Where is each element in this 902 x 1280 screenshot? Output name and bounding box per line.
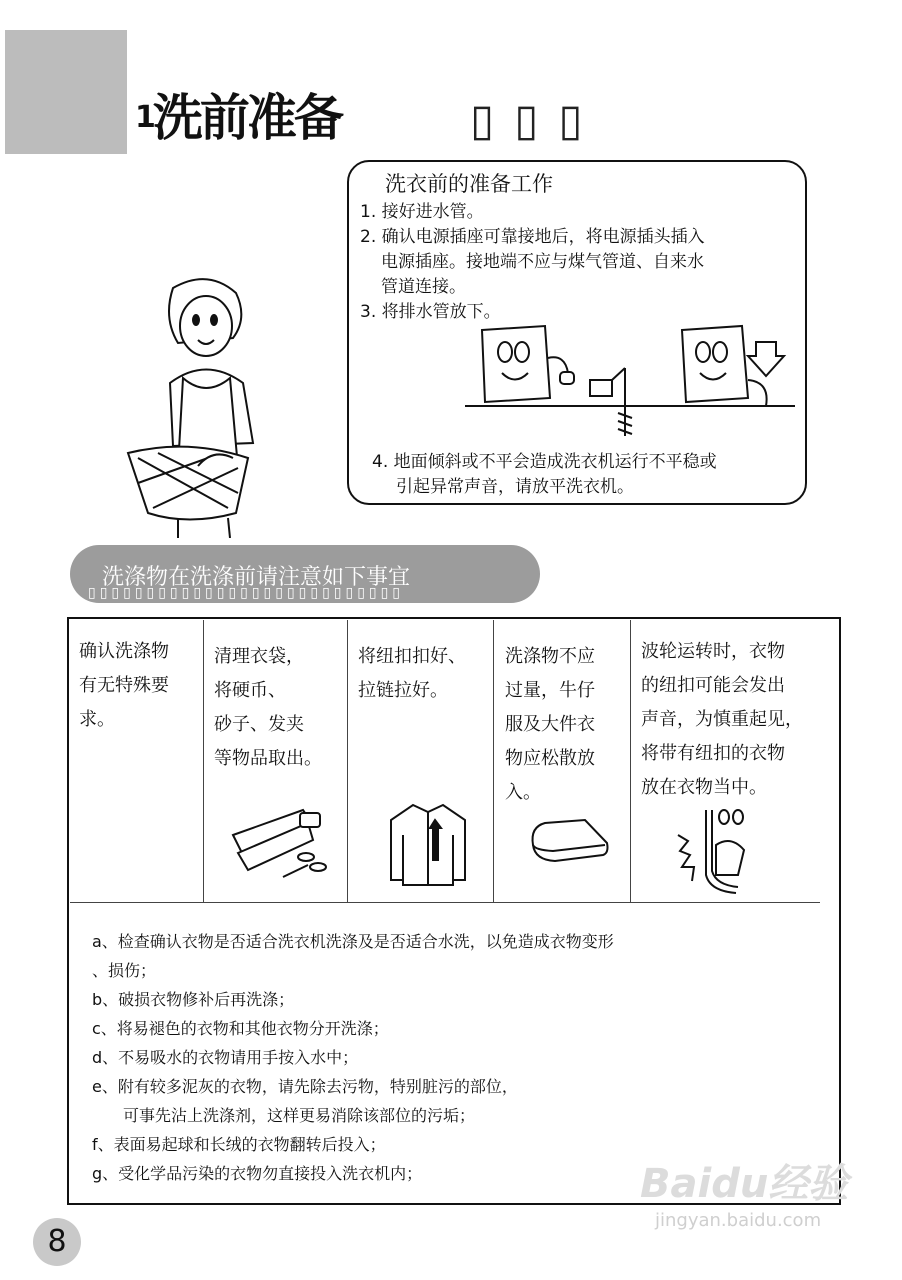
column-2-line: 砂子、发夹 (214, 714, 304, 735)
folded-clothes-icon (525, 815, 615, 870)
note-line: 、损伤； (92, 961, 157, 980)
corner-block (5, 30, 127, 154)
column-3-line: 将纽扣扣好、 (358, 646, 466, 667)
note-line: e、附有较多泥灰的衣物，请先除去污物，特别脏污的部位， (92, 1077, 518, 1096)
column-5-line: 将带有纽扣的衣物 (641, 743, 785, 764)
note-line: b、破损衣物修补后再洗涤； (92, 990, 295, 1009)
prep-step: 电源插座。接地端不应与煤气管道、自来水 (381, 252, 704, 272)
column-4-line: 物应松散放 (505, 748, 595, 769)
column-divider (347, 620, 348, 902)
shirt-icon (383, 800, 473, 890)
column-2-line: 清理衣袋， (214, 646, 304, 667)
column-5-line: 波轮运转时，衣物 (641, 641, 785, 662)
section-title: 洗前准备 (152, 89, 341, 147)
note-line: c、将易褪色的衣物和其他衣物分开洗涤； (92, 1019, 389, 1038)
column-2-line: 等物品取出。 (214, 748, 322, 769)
column-divider (493, 620, 494, 902)
column-4-line: 过量，牛仔 (505, 680, 595, 701)
pocket-coins-icon (228, 805, 338, 885)
note-line: a、检查确认衣物是否适合洗衣机洗涤及是否适合水洗，以免造成衣物变形 (92, 932, 614, 951)
prep-step: 引起异常声音，请放平洗衣机。 (396, 477, 634, 497)
prep-step: 4. 地面倾斜或不平会造成洗衣机运行不平稳或 (372, 452, 717, 472)
section-number: 1 (135, 100, 153, 135)
column-divider (630, 620, 631, 902)
column-1-line: 有无特殊要 (79, 675, 169, 696)
column-1-line: 确认洗涤物 (79, 641, 169, 662)
column-5-line: 声音，为慎重起见， (641, 709, 803, 730)
column-divider (203, 620, 204, 902)
column-4-line: 服及大件衣 (505, 714, 595, 735)
banner-text: 洗涤物在洗涤前请注意如下事宜 (102, 565, 411, 590)
washer-noise-icon (676, 805, 776, 895)
note-line: 可事先沾上洗涤剂，这样更易消除该部位的污垢； (123, 1106, 476, 1125)
prep-title: 洗衣前的准备工作 (385, 172, 553, 196)
note-line: d、不易吸水的衣物请用手按入水中； (92, 1048, 359, 1067)
column-5-line: 的纽扣可能会发出 (641, 675, 785, 696)
prep-step: 1. 接好进水管。 (360, 202, 484, 222)
column-1-line: 求。 (79, 709, 115, 730)
washing-machines-icon (460, 318, 800, 448)
woman-with-basket-icon (118, 268, 278, 538)
watermark: Baidu经验 (640, 1161, 849, 1207)
page-number: 8 (33, 1218, 81, 1266)
missing-glyphs: ▯▯▯▯▯▯▯▯▯▯▯▯▯▯▯▯▯▯▯▯▯▯▯▯▯▯▯ (88, 585, 405, 601)
column-2-line: 将硬币、 (214, 680, 286, 701)
prep-step: 2. 确认电源插座可靠接地后，将电源插头插入 (360, 227, 705, 247)
missing-glyphs: ▯▯▯ (470, 95, 603, 146)
column-3-line: 拉链拉好。 (358, 680, 448, 701)
note-line: g、受化学品污染的衣物勿直接投入洗衣机内； (92, 1164, 423, 1183)
column-4-line: 入。 (505, 782, 541, 803)
note-line: f、表面易起球和长绒的衣物翻转后投入； (92, 1135, 386, 1154)
column-5-line: 放在衣物当中。 (641, 777, 767, 798)
section-divider (70, 902, 820, 903)
page-title (135, 88, 341, 148)
watermark-url: jingyan.baidu.com (655, 1210, 822, 1231)
column-4-line: 洗涤物不应 (505, 646, 595, 667)
prep-step: 3. 将排水管放下。 (360, 302, 501, 322)
prep-step: 管道连接。 (381, 277, 466, 297)
